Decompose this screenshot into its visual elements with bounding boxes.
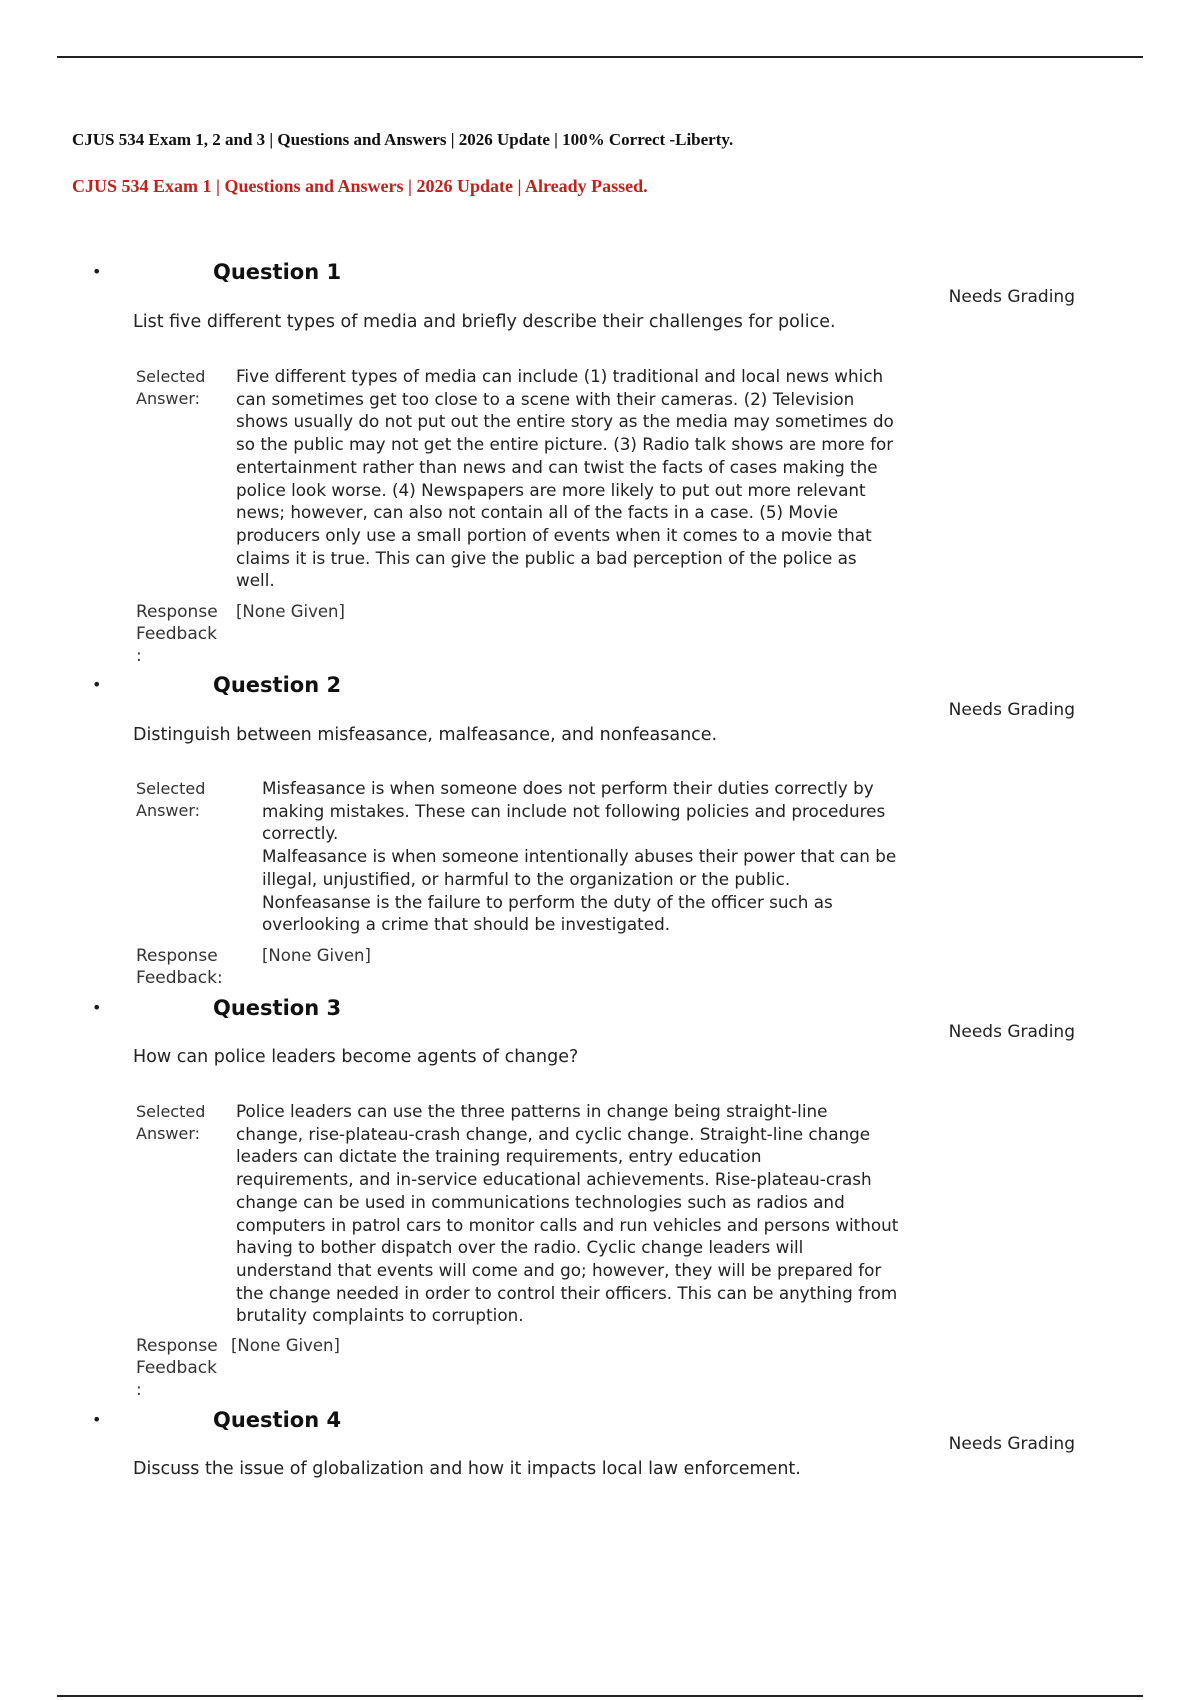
response-feedback-value: [None Given] — [236, 602, 345, 621]
response-feedback-label: Response Feedback : — [136, 1336, 218, 1400]
question-title: Question 1 — [213, 260, 342, 284]
bullet-icon: • — [92, 1410, 102, 1429]
bullet-icon: • — [92, 262, 102, 281]
question-prompt: How can police leaders become agents of change? — [133, 1047, 579, 1067]
response-feedback-label: Response Feedback: — [136, 946, 223, 988]
top-rule — [57, 56, 1143, 58]
document-title: CJUS 534 Exam 1, 2 and 3 | Questions and Answers | 2026 Update | 100% Correct -Liberty. — [72, 130, 734, 149]
grading-status: Needs Grading — [948, 287, 1075, 307]
question-prompt: Distinguish between misfeasance, malfeasance, and nonfeasance. — [133, 725, 718, 745]
selected-answer-text: Misfeasance is when someone does not perform their duties correctly by making mistakes. These can include not following policies and procedures correctly. Malfeasance is when someone intentionally abuses their power that can be illegal, unjustified, or harmful to the organization or the public. Nonfeasanse is the failure to perform the duty of the officer such as overlooking a crime that should be investigated. — [262, 778, 897, 935]
grading-status: Needs Grading — [948, 1434, 1075, 1454]
question-prompt: Discuss the issue of globalization and how it impacts local law enforcement. — [133, 1459, 801, 1479]
exam-subtitle: CJUS 534 Exam 1 | Questions and Answers | 2026 Update | Already Passed. — [72, 176, 648, 196]
selected-answer-label: Selected Answer: — [136, 367, 206, 408]
response-feedback-value: [None Given] — [231, 1336, 340, 1355]
bottom-rule — [57, 1695, 1143, 1697]
response-feedback-value: [None Given] — [262, 946, 371, 965]
selected-answer-text: Five different types of media can include (1) traditional and local news which can sometimes get too close to a scene with their cameras. (2) Television shows usually do not put out the entire story as the media may sometimes do so the public may not get the entire picture. (3) Radio talk shows are more for entertainment rather than news and can twist the facts of cases making the police look worse. (4) Newspapers are more likely to put out more relevant news; however, can also not contain all of the facts in a case. (5) Movie producers only use a small portion of events when it comes to a movie that claims it is true. This can give the public a bad perception of the police as well. — [236, 366, 894, 591]
selected-answer-label: Selected Answer: — [136, 779, 206, 820]
response-feedback-label: Response Feedback : — [136, 602, 218, 666]
grading-status: Needs Grading — [948, 1022, 1075, 1042]
question-title: Question 4 — [213, 1408, 342, 1432]
grading-status: Needs Grading — [948, 700, 1075, 720]
selected-answer-label: Selected Answer: — [136, 1102, 206, 1143]
bullet-icon: • — [92, 675, 102, 694]
question-title: Question 3 — [213, 996, 342, 1020]
selected-answer-text: Police leaders can use the three patterns in change being straight-line change, rise-plateau-crash change, and cyclic change. Straight-line change leaders can dictate the training requirements, entry education requirements, and in-service educational achievements. Rise-plateau-crash change can be used in communications technologies such as radios and computers in patrol cars to monitor calls and run vehicles and persons without having to bother dispatch over the radio. Cyclic change leaders will understand that events will come and go; however, they will be prepared for the change needed in order to control their officers. This can be anything from brutality complaints to corruption. — [236, 1101, 899, 1326]
question-title: Question 2 — [213, 673, 342, 697]
question-prompt: List five different types of media and briefly describe their challenges for police. — [133, 312, 836, 332]
bullet-icon: • — [92, 998, 102, 1017]
